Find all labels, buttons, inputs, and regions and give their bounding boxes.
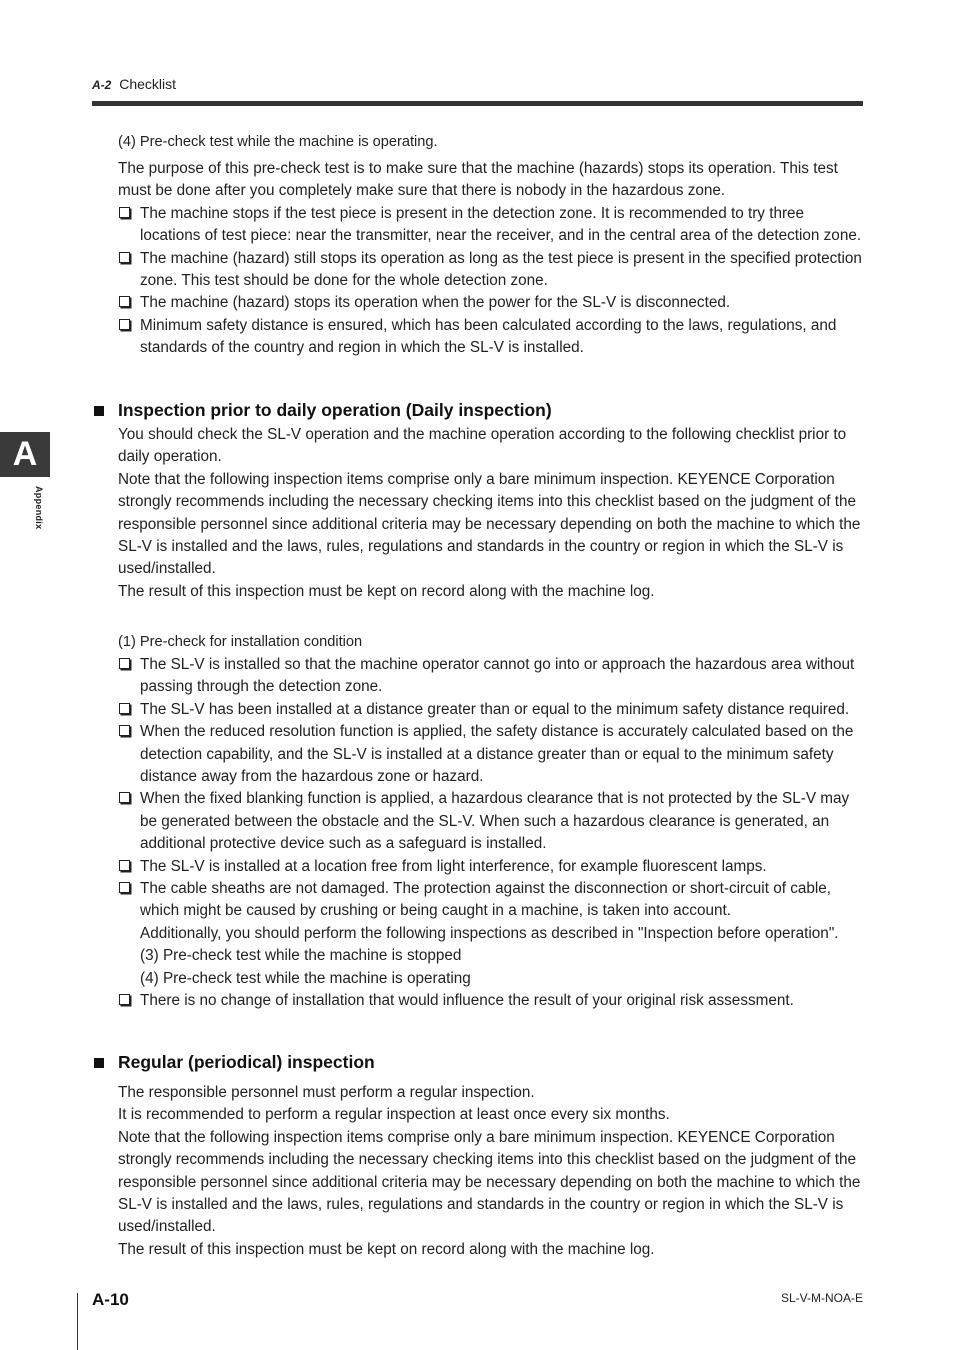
checklist-item-text: The machine stops if the test piece is present in the detection zone. It is recommended to try three locations of test piece: near the transmitter, near the receiver, and in the central area of the detection zone. [140,204,862,245]
precheck4-title: (4) Pre-check test while the machine is operating. [118,134,438,150]
checklist-item-text: The machine (hazard) still stops its operation as long as the test piece is present in the specified protection zone. This test should be done for the whole detection zone. [140,249,862,290]
checkbox-icon [119,296,130,307]
daily-inspection-heading [94,400,552,421]
daily-paragraph: Note that the following inspection items comprise only a bare minimum inspection. KEYENCE Corporation strongly recommends including the necessary checking items into this checklist based on the judgment of the responsible personnel since additional criteria may be necessary depending on both the machine to which the SL-V is installed and the laws, rules, regulations and standards in the country or region in which the SL-V is used/installed. [118,470,861,578]
precheck1-section [118,654,864,1013]
checklist-item [118,788,864,855]
checklist-item [118,856,864,878]
checklist-item-text: The SL-V has been installed at a distance greater than or equal to the minimum safety distance required. [140,700,850,718]
checklist-item-text: The SL-V is installed so that the machine operator cannot go into or approach the hazardous area without passing through the detection zone. [140,656,855,696]
header-section-number: A-2 [92,78,112,92]
checklist-item [118,654,864,699]
checklist-item [118,721,864,788]
checklist-item [118,990,864,1012]
page-header [92,76,176,92]
heading-text: Regular (periodical) inspection [118,1052,375,1072]
checklist-item-text: The machine (hazard) stops its operation when the power for the SL-V is disconnected. [140,294,731,312]
checklist-item-text: The SL-V is installed at a location free from light interference, for example fluorescent lamps. [140,857,767,875]
checklist-item [118,203,864,248]
checkbox-icon [119,658,130,669]
regular-paragraph: The responsible personnel must perform a regular inspection. [118,1084,535,1101]
checkbox-icon [119,792,130,803]
checkbox-icon [119,703,130,714]
checkbox-icon [119,994,130,1005]
regular-inspection-heading [94,1052,375,1073]
heading-text: Inspection prior to daily operation (Daily inspection) [118,400,552,420]
daily-inspection-body [118,424,864,603]
checklist-item [118,315,864,360]
regular-paragraph: It is recommended to perform a regular inspection at least once every six months. [118,1106,670,1124]
checklist-item-text: The cable sheaths are not damaged. The protection against the disconnection or short-circuit of cable, which might be caused by crushing or being caught in a machine, is taken into account. [140,880,832,920]
regular-paragraph: The result of this inspection must be kept on record along with the machine log. [118,1240,655,1258]
regular-inspection-body [118,1082,864,1261]
precheck4-intro: The purpose of this pre-check test is to make sure that the machine (hazards) stops its operation. This test must be done after you completely make sure that there is nobody in the hazardous zone. [118,160,838,200]
footer-rule [77,1293,78,1350]
checklist-item [118,878,864,923]
square-bullet-icon [94,406,104,416]
appendix-tab-label: Appendix [34,486,44,530]
precheck1-title: (1) Pre-check for installation condition [118,634,363,650]
checklist-item [118,248,864,293]
page-number: A-10 [92,1290,129,1309]
daily-paragraph: The result of this inspection must be kept on record along with the machine log. [118,582,655,600]
header-title: Checklist [119,76,177,92]
checkbox-icon [119,882,130,893]
daily-paragraph: You should check the SL-V operation and the machine operation according to the following checklist prior to daily operation. [118,426,847,466]
precheck4-section [118,158,864,360]
checklist-item [118,699,864,721]
appendix-tab: A [0,432,50,477]
checkbox-icon [119,860,130,871]
checkbox-icon [119,725,130,736]
sub-item: (4) Pre-check test while the machine is operating [140,969,471,987]
square-bullet-icon [94,1058,104,1068]
checkbox-icon [119,207,130,218]
sub-item: (3) Pre-check test while the machine is stopped [140,947,462,965]
checkbox-icon [119,319,130,330]
checkbox-icon [119,252,130,263]
regular-paragraph: Note that the following inspection items comprise only a bare minimum inspection. KEYENCE Corporation strongly recommends including the necessary checking items into this checklist based on the judgment of the responsible personnel since additional criteria may be necessary depending on both the machine to which the SL-V is installed and the laws, rules, regulations and standards in the country or region in which the SL-V is used/installed. [118,1128,861,1236]
checklist-item-text: When the fixed blanking function is applied, a hazardous clearance that is not protected by the SL-V may be generated between the obstacle and the SL-V. When such a hazardous clearance is generated, an additional protective device such as a safeguard is installed. [140,790,850,853]
checklist-item-text: There is no change of installation that would influence the result of your original risk assessment. [140,992,794,1010]
additional-note: Additionally, you should perform the following inspections as described in "Inspection before operation". [140,924,839,942]
checklist-item [118,292,864,314]
checklist-item-text: When the reduced resolution function is applied, the safety distance is accurately calculated based on the detection capability, and the SL-V is installed at a distance greater than or equal to the minimum safety distance away from the hazardous zone or hazard. [140,723,854,786]
header-rule [92,101,863,106]
checklist-item-text: Minimum safety distance is ensured, which has been calculated according to the laws, regulations, and standards of the country and region in which the SL-V is installed. [140,316,837,357]
document-code: SL-V-M-NOA-E [780,1291,863,1305]
